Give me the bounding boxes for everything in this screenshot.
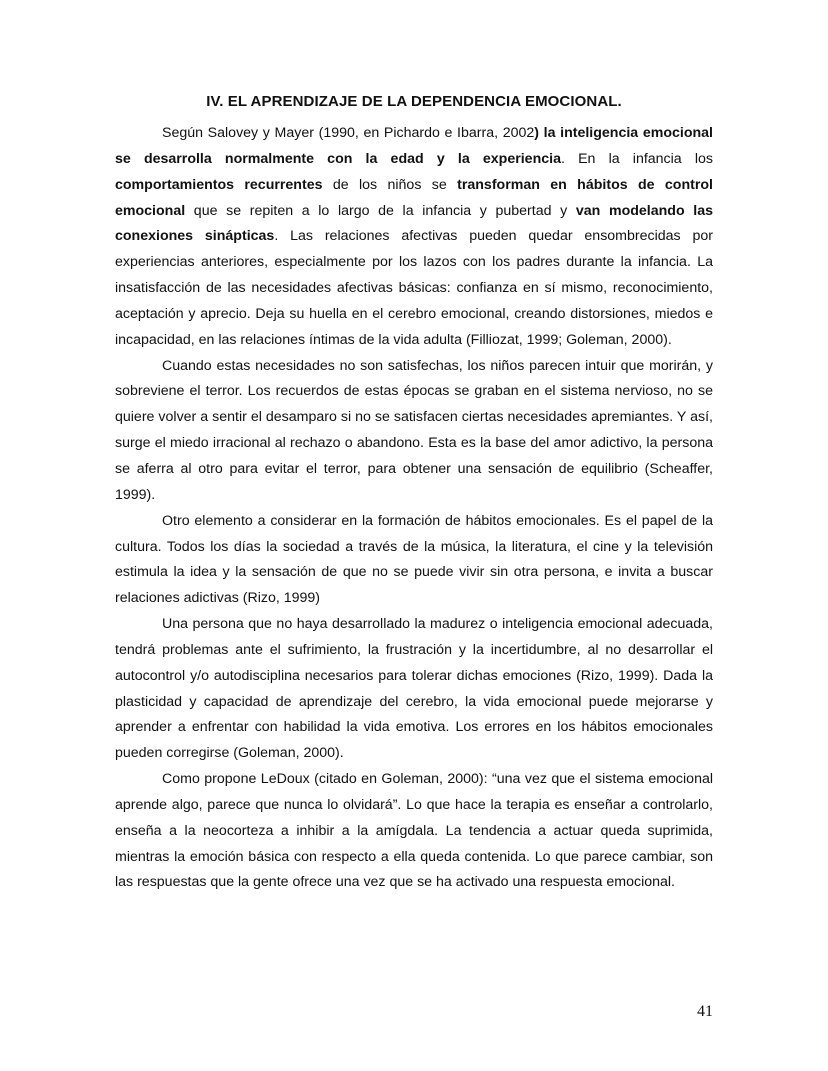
section-heading: IV. EL APRENDIZAJE DE LA DEPENDENCIA EMOCIONAL.	[206, 93, 622, 110]
text-run: Según Salovey y Mayer (1990, en Pichardo e Ibarra, 2002	[162, 125, 535, 141]
paragraph-3	[115, 509, 713, 612]
bold-text-run: ) la inteligencia emocional se desarrolla normalmente con la edad y la experiencia	[115, 125, 713, 167]
bold-text-run: van modelando las conexiones sinápticas	[115, 202, 713, 245]
text-run: de los niños se	[322, 176, 458, 193]
paragraph-1	[115, 121, 713, 354]
text-run: . En la infancia los	[560, 150, 713, 167]
paragraph-2	[115, 354, 713, 509]
page-number: 41	[697, 1003, 713, 1020]
text-run: . Las relaciones afectivas pueden quedar ensombrecidas por experiencias anteriores, especialmente por los lazos con los padres durante la infancia. La insatisfacción de las necesidades afectivas básicas: confianza en sí mismo, reconocimiento, aceptación y aprecio. Deja su huella en el cerebro emocional, creando distorsiones, miedos e incapacidad, en las relaciones íntimas de la vida adulta (Filliozat, 1999; Goleman, 2000).	[115, 228, 713, 348]
paragraph-5	[115, 767, 713, 896]
paragraph-4	[115, 612, 713, 767]
text-run: que se repiten a lo largo de la infancia y pubertad y	[185, 202, 576, 219]
text-run: Cuando estas necesidades no son satisfechas, los niños parecen intuir que morirán, y sobreviene el terror. Los recuerdos de estas épocas se graban en el sistema nervioso, no se quiere volver a sentir el desamparo si no se satisfacen ciertas necesidades apremiantes. Y así, surge el miedo irracional al rechazo o abandono. Esta es la base del amor adictivo, la persona se aferra al otro para evitar el terror, para obtener una sensación de equilibrio (Scheaffer, 1999).	[115, 357, 713, 503]
body-text	[115, 121, 713, 896]
text-run: Una persona que no haya desarrollado la madurez o inteligencia emocional adecuada, tendrá problemas ante el sufrimiento, la frustración y la incertidumbre, al no desarrollar el autocontrol y/o autodisciplina necesarios para tolerar dichas emociones (Rizo, 1999). Dada la plasticidad y capacidad de aprendizaje del cerebro, la vida emocional puede mejorarse y aprender a enfrentar con habilidad la vida emotiva. Los errores en los hábitos emocionales pueden corregirse (Goleman, 2000).	[115, 616, 713, 762]
bold-text-run: comportamientos recurrentes	[115, 176, 323, 193]
text-run: Como propone LeDoux (citado en Goleman, 2000): “una vez que el sistema emocional aprende algo, parece que nunca lo olvidará”. Lo que hace la terapia es enseñar a controlarlo, enseña a la neocorteza a inhibir a la amígdala. La tendencia a actuar queda suprimida, mientras la emoción básica con respecto a ella queda contenida. Lo que parece cambiar, son las respuestas que la gente ofrece una vez que se ha activado una respuesta emocional.	[115, 771, 713, 891]
bold-text-run: transforman en hábitos de control emocional	[115, 176, 713, 219]
text-run: Otro elemento a considerar en la formación de hábitos emocionales. Es el papel de la cultura. Todos los días la sociedad a través de la música, la literatura, el cine y la televisión estimula la idea y la sensación de que no se puede vivir sin otra persona, e invita a buscar relaciones adictivas (Rizo, 1999)	[115, 512, 713, 607]
